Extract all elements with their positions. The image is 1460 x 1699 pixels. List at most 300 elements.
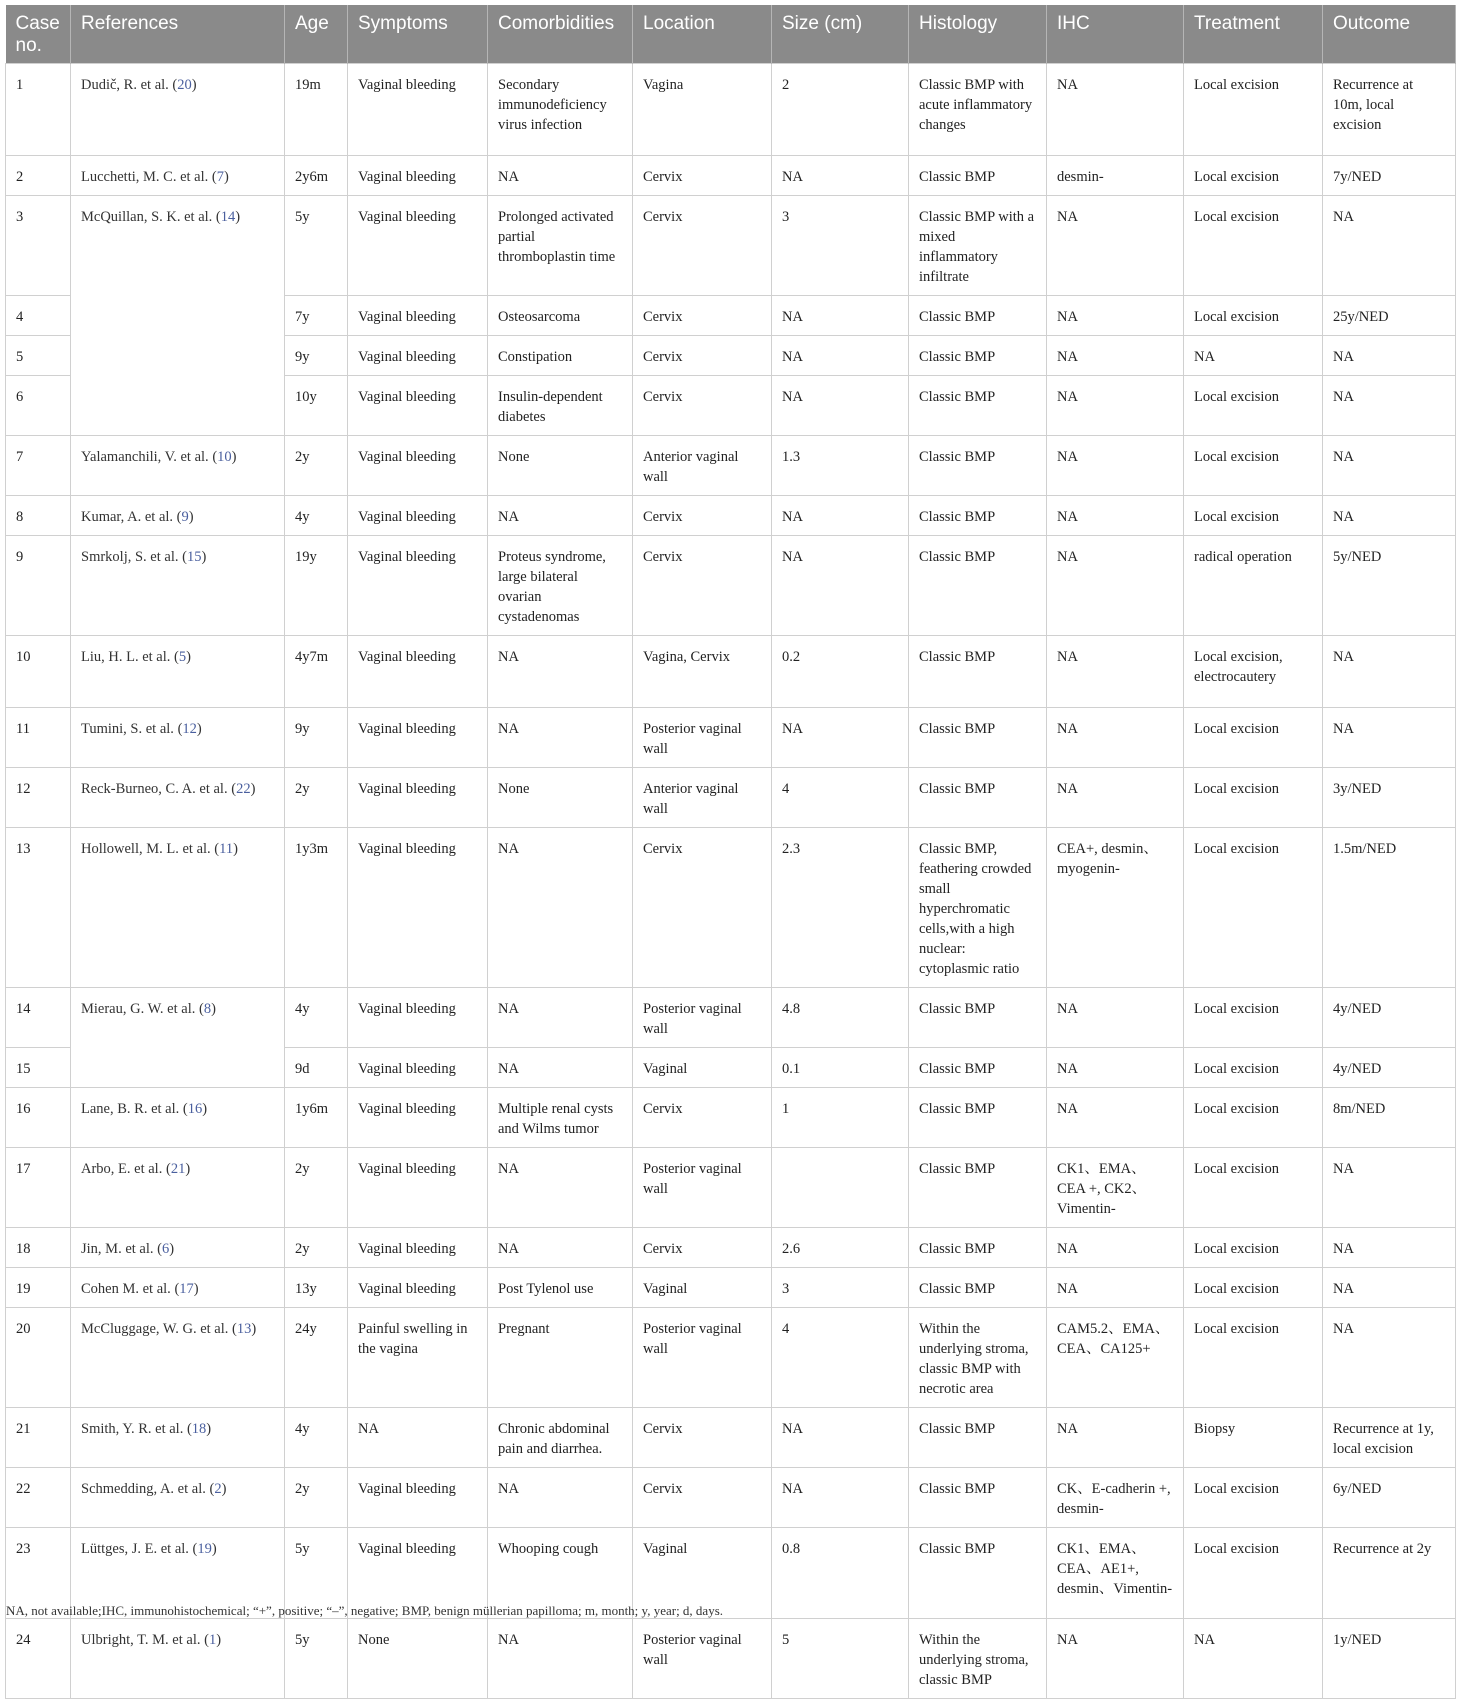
citation-link[interactable]: 12 <box>182 721 197 737</box>
cell-treatment: Local excision <box>1184 436 1323 496</box>
cell-case-no: 6 <box>6 376 71 436</box>
cell-age: 4y <box>285 496 348 536</box>
cell-case-no: 8 <box>6 496 71 536</box>
cell-size: 0.8 <box>772 1528 909 1619</box>
cell-outcome: NA <box>1323 336 1456 376</box>
cell-reference: Lüttges, J. E. et al. (19) <box>71 1528 285 1619</box>
cell-size: 4 <box>772 768 909 828</box>
cell-case-no: 19 <box>6 1268 71 1308</box>
cell-size: NA <box>772 296 909 336</box>
cell-symptoms: Vaginal bleeding <box>348 496 488 536</box>
cell-outcome: 7y/NED <box>1323 156 1456 196</box>
reference-author: Lane, B. R. et al. <box>81 1101 180 1117</box>
reference-author: Jin, M. et al. <box>81 1241 154 1257</box>
table-row <box>6 708 1456 768</box>
citation-link[interactable]: 13 <box>236 1321 252 1337</box>
cell-reference: Reck-Burneo, C. A. et al. (22) <box>71 768 285 828</box>
cell-histology: Classic BMP <box>909 536 1047 636</box>
cell-symptoms: Vaginal bleeding <box>348 196 488 296</box>
cell-ihc: NA <box>1047 708 1184 768</box>
cell-reference: Schmedding, A. et al. (2) <box>71 1468 285 1528</box>
cell-location: Cervix <box>633 296 772 336</box>
reference-author: Tumini, S. et al. <box>81 721 174 737</box>
cell-ihc: NA <box>1047 1408 1184 1468</box>
cell-case-no: 10 <box>6 636 71 708</box>
cell-size: NA <box>772 708 909 768</box>
cell-ihc: NA <box>1047 196 1184 296</box>
cell-case-no: 16 <box>6 1088 71 1148</box>
cell-reference: Jin, M. et al. (6) <box>71 1228 285 1268</box>
cell-ihc: CK1、EMA、CEA、AE1+, desmin、Vimentin- <box>1047 1528 1184 1619</box>
cell-symptoms: Vaginal bleeding <box>348 156 488 196</box>
reference-author: Yalamanchili, V. et al. <box>81 449 209 465</box>
cell-outcome: NA <box>1323 376 1456 436</box>
cell-comorbidities: NA <box>488 1619 633 1699</box>
cell-outcome: NA <box>1323 436 1456 496</box>
cell-treatment: Local excision <box>1184 1308 1323 1408</box>
header-ihc: IHC <box>1047 5 1184 64</box>
citation-link[interactable]: 6 <box>161 1241 170 1257</box>
cell-symptoms: Vaginal bleeding <box>348 296 488 336</box>
reference-author: Lüttges, J. E. et al. <box>81 1541 189 1557</box>
cell-symptoms: Vaginal bleeding <box>348 1468 488 1528</box>
cell-age: 9y <box>285 336 348 376</box>
cell-comorbidities: NA <box>488 708 633 768</box>
cell-size: 0.2 <box>772 636 909 708</box>
cell-ihc: CAM5.2、EMA、CEA、CA125+ <box>1047 1308 1184 1408</box>
cell-symptoms: Vaginal bleeding <box>348 436 488 496</box>
table-row <box>6 1268 1456 1308</box>
cell-treatment: Biopsy <box>1184 1408 1323 1468</box>
cell-size: 2 <box>772 64 909 156</box>
cell-ihc: NA <box>1047 536 1184 636</box>
cell-histology: Classic BMP <box>909 1268 1047 1308</box>
cell-comorbidities: Insulin-dependent diabetes <box>488 376 633 436</box>
table-row <box>6 828 1456 988</box>
cell-treatment: Local excision <box>1184 296 1323 336</box>
cell-age: 10y <box>285 376 348 436</box>
table-row <box>6 1148 1456 1228</box>
cell-size: 5 <box>772 1619 909 1699</box>
cell-treatment: Local excision <box>1184 1528 1323 1619</box>
cell-treatment: Local excision <box>1184 1268 1323 1308</box>
cell-symptoms: Vaginal bleeding <box>348 336 488 376</box>
cell-symptoms: Vaginal bleeding <box>348 536 488 636</box>
cell-case-no: 15 <box>6 1048 71 1088</box>
header-histology: Histology <box>909 5 1047 64</box>
cell-size: 0.1 <box>772 1048 909 1088</box>
cell-ihc: NA <box>1047 1228 1184 1268</box>
cell-location: Cervix <box>633 536 772 636</box>
cell-size: 3 <box>772 196 909 296</box>
cell-symptoms: Vaginal bleeding <box>348 1528 488 1619</box>
cell-comorbidities: NA <box>488 1468 633 1528</box>
citation-link[interactable]: 22 <box>236 781 251 797</box>
cell-reference: Kumar, A. et al. (9) <box>71 496 285 536</box>
table-row <box>6 1228 1456 1268</box>
cell-size: NA <box>772 1408 909 1468</box>
cell-age: 13y <box>285 1268 348 1308</box>
cell-symptoms: None <box>348 1619 488 1699</box>
cell-age: 5y <box>285 196 348 296</box>
cell-location: Posterior vaginal wall <box>633 1148 772 1228</box>
citation-link[interactable]: 16 <box>187 1101 203 1117</box>
cell-outcome: NA <box>1323 1228 1456 1268</box>
reference-author: Hollowell, M. L. et al. <box>81 841 211 857</box>
cell-location: Cervix <box>633 1468 772 1528</box>
citation-link[interactable]: 18 <box>191 1421 207 1437</box>
cell-location: Anterior vaginal wall <box>633 768 772 828</box>
cell-ihc: NA <box>1047 1048 1184 1088</box>
cell-size: 1.3 <box>772 436 909 496</box>
cell-outcome: 5y/NED <box>1323 536 1456 636</box>
cell-symptoms: Vaginal bleeding <box>348 1148 488 1228</box>
cell-age: 2y <box>285 768 348 828</box>
citation-link[interactable]: 8 <box>203 1001 212 1017</box>
citation-link[interactable]: 10 <box>217 449 232 465</box>
cell-outcome: Recurrence at 10m, local excision <box>1323 64 1456 156</box>
cell-comorbidities: None <box>488 768 633 828</box>
cell-comorbidities: Chronic abdominal pain and diarrhea. <box>488 1408 633 1468</box>
cell-histology: Classic BMP <box>909 1088 1047 1148</box>
cell-case-no: 22 <box>6 1468 71 1528</box>
cell-ihc: NA <box>1047 1088 1184 1148</box>
citation-link[interactable]: 15 <box>186 549 202 565</box>
cell-treatment: Local excision <box>1184 156 1323 196</box>
cell-location: Cervix <box>633 828 772 988</box>
cell-histology: Classic BMP, feathering crowded small hyperchromatic cells,with a high nuclear: cytoplasmic ratio <box>909 828 1047 988</box>
cell-age: 9d <box>285 1048 348 1088</box>
citation-link[interactable]: 21 <box>170 1161 186 1177</box>
table-container <box>5 5 1455 1699</box>
cell-reference: Liu, H. L. et al. (5) <box>71 636 285 708</box>
table-row <box>6 988 1456 1048</box>
case-table <box>5 5 1456 1699</box>
table-row <box>6 1088 1456 1148</box>
cell-outcome: 3y/NED <box>1323 768 1456 828</box>
cell-symptoms: NA <box>348 1408 488 1468</box>
citation-link[interactable]: 19 <box>197 1541 212 1557</box>
cell-comorbidities: Proteus syndrome, large bilateral ovarian cystadenomas <box>488 536 633 636</box>
cell-treatment: NA <box>1184 1619 1323 1699</box>
cell-size: 2.3 <box>772 828 909 988</box>
cell-symptoms: Vaginal bleeding <box>348 1228 488 1268</box>
cell-location: Anterior vaginal wall <box>633 436 772 496</box>
table-row <box>6 1619 1456 1699</box>
citation-link[interactable]: 7 <box>216 169 224 185</box>
cell-outcome: NA <box>1323 1148 1456 1228</box>
table-row <box>6 768 1456 828</box>
cell-case-no: 1 <box>6 64 71 156</box>
cell-age: 4y7m <box>285 636 348 708</box>
cell-treatment: Local excision <box>1184 708 1323 768</box>
cell-symptoms: Vaginal bleeding <box>348 64 488 156</box>
cell-treatment: Local excision <box>1184 1048 1323 1088</box>
cell-location: Vaginal <box>633 1528 772 1619</box>
cell-case-no: 9 <box>6 536 71 636</box>
cell-size: NA <box>772 496 909 536</box>
table-row <box>6 196 1456 296</box>
cell-reference: Lane, B. R. et al. (16) <box>71 1088 285 1148</box>
cell-comorbidities: NA <box>488 1148 633 1228</box>
table-row <box>6 1408 1456 1468</box>
cell-case-no: 18 <box>6 1228 71 1268</box>
cell-ihc: CK、E-cadherin +, desmin- <box>1047 1468 1184 1528</box>
cell-symptoms: Painful swelling in the vagina <box>348 1308 488 1408</box>
header-treatment: Treatment <box>1184 5 1323 64</box>
cell-ihc: NA <box>1047 336 1184 376</box>
cell-outcome: NA <box>1323 496 1456 536</box>
cell-case-no: 13 <box>6 828 71 988</box>
cell-histology: Classic BMP <box>909 1468 1047 1528</box>
cell-location: Posterior vaginal wall <box>633 1619 772 1699</box>
cell-size: 3 <box>772 1268 909 1308</box>
cell-histology: Classic BMP <box>909 156 1047 196</box>
reference-author: Kumar, A. et al. <box>81 509 174 525</box>
cell-size: NA <box>772 536 909 636</box>
reference-author: Liu, H. L. et al. <box>81 649 171 665</box>
cell-ihc: NA <box>1047 1619 1184 1699</box>
table-row <box>6 436 1456 496</box>
cell-size: 4 <box>772 1308 909 1408</box>
cell-case-no: 11 <box>6 708 71 768</box>
cell-case-no: 24 <box>6 1619 71 1699</box>
cell-age: 9y <box>285 708 348 768</box>
cell-histology: Classic BMP <box>909 768 1047 828</box>
citation-link[interactable]: 17 <box>179 1281 194 1297</box>
cell-comorbidities: NA <box>488 988 633 1048</box>
cell-case-no: 5 <box>6 336 71 376</box>
cell-histology: Classic BMP <box>909 1148 1047 1228</box>
cell-treatment: Local excision <box>1184 64 1323 156</box>
cell-histology: Classic BMP <box>909 296 1047 336</box>
table-footnote: NA, not available;IHC, immunohistochemical; “+”, positive; “–”, negative; BMP, benign müllerian papilloma; m, month; y, year; d, days. <box>6 1603 724 1618</box>
cell-histology: Classic BMP <box>909 376 1047 436</box>
cell-age: 2y6m <box>285 156 348 196</box>
cell-reference: Lucchetti, M. C. et al. (7) <box>71 156 285 196</box>
cell-treatment: radical operation <box>1184 536 1323 636</box>
cell-treatment: Local excision <box>1184 1088 1323 1148</box>
cell-treatment: Local excision <box>1184 376 1323 436</box>
cell-age: 2y <box>285 436 348 496</box>
cell-histology: Classic BMP <box>909 496 1047 536</box>
cell-case-no: 14 <box>6 988 71 1048</box>
cell-case-no: 3 <box>6 196 71 296</box>
citation-link[interactable]: 11 <box>219 841 234 857</box>
header-location: Location <box>633 5 772 64</box>
cell-size: 1 <box>772 1088 909 1148</box>
cell-reference: Mierau, G. W. et al. (8) <box>71 988 285 1088</box>
cell-comorbidities: Post Tylenol use <box>488 1268 633 1308</box>
cell-comorbidities: NA <box>488 156 633 196</box>
cell-histology: Classic BMP <box>909 1528 1047 1619</box>
cell-ihc: desmin- <box>1047 156 1184 196</box>
cell-size: 4.8 <box>772 988 909 1048</box>
cell-ihc: NA <box>1047 768 1184 828</box>
cell-location: Cervix <box>633 1408 772 1468</box>
cell-histology: Classic BMP <box>909 1048 1047 1088</box>
cell-comorbidities: Secondary immunodeficiency virus infection <box>488 64 633 156</box>
cell-reference: Smith, Y. R. et al. (18) <box>71 1408 285 1468</box>
header-outcome: Outcome <box>1323 5 1456 64</box>
cell-outcome: NA <box>1323 708 1456 768</box>
cell-location: Cervix <box>633 336 772 376</box>
cell-symptoms: Vaginal bleeding <box>348 768 488 828</box>
cell-size: NA <box>772 336 909 376</box>
header-references: References <box>71 5 285 64</box>
cell-ihc: CK1、EMA、CEA +, CK2、Vimentin- <box>1047 1148 1184 1228</box>
cell-outcome: 25y/NED <box>1323 296 1456 336</box>
table-row <box>6 636 1456 708</box>
reference-author: Arbo, E. et al. <box>81 1161 163 1177</box>
cell-age: 1y6m <box>285 1088 348 1148</box>
cell-age: 1y3m <box>285 828 348 988</box>
cell-location: Posterior vaginal wall <box>633 708 772 768</box>
cell-reference: Hollowell, M. L. et al. (11) <box>71 828 285 988</box>
citation-link[interactable]: 5 <box>178 649 187 665</box>
header-case-no: Case no. <box>6 5 71 64</box>
cell-location: Vaginal <box>633 1048 772 1088</box>
citation-link[interactable]: 20 <box>177 77 192 93</box>
cell-size <box>772 1148 909 1228</box>
cell-reference: Cohen M. et al. (17) <box>71 1268 285 1308</box>
cell-ihc: CEA+, desmin、myogenin- <box>1047 828 1184 988</box>
reference-author: McQuillan, S. K. et al. <box>81 209 213 225</box>
cell-histology: Classic BMP with acute inflammatory changes <box>909 64 1047 156</box>
cell-treatment: NA <box>1184 336 1323 376</box>
cell-histology: Classic BMP <box>909 636 1047 708</box>
cell-age: 19y <box>285 536 348 636</box>
cell-histology: Classic BMP <box>909 708 1047 768</box>
cell-histology: Classic BMP with a mixed inflammatory infiltrate <box>909 196 1047 296</box>
table-row <box>6 156 1456 196</box>
cell-comorbidities: Whooping cough <box>488 1528 633 1619</box>
cell-outcome: 1y/NED <box>1323 1619 1456 1699</box>
cell-symptoms: Vaginal bleeding <box>348 376 488 436</box>
cell-outcome: Recurrence at 1y, local excision <box>1323 1408 1456 1468</box>
cell-treatment: Local excision <box>1184 196 1323 296</box>
reference-author: Reck-Burneo, C. A. et al. <box>81 781 228 797</box>
cell-ihc: NA <box>1047 988 1184 1048</box>
cell-comorbidities: Pregnant <box>488 1308 633 1408</box>
cell-case-no: 20 <box>6 1308 71 1408</box>
cell-treatment: Local excision <box>1184 496 1323 536</box>
table-body <box>6 64 1456 1699</box>
cell-outcome: NA <box>1323 1308 1456 1408</box>
reference-author: Ulbright, T. M. et al. <box>81 1632 201 1648</box>
cell-comorbidities: Constipation <box>488 336 633 376</box>
cell-comorbidities: None <box>488 436 633 496</box>
cell-treatment: Local excision <box>1184 828 1323 988</box>
cell-outcome: Recurrence at 2y <box>1323 1528 1456 1619</box>
cell-location: Posterior vaginal wall <box>633 988 772 1048</box>
reference-author: Smrkolj, S. et al. <box>81 549 179 565</box>
cell-treatment: Local excision <box>1184 768 1323 828</box>
cell-symptoms: Vaginal bleeding <box>348 708 488 768</box>
reference-author: Schmedding, A. et al. <box>81 1481 206 1497</box>
cell-histology: Classic BMP <box>909 436 1047 496</box>
cell-location: Cervix <box>633 156 772 196</box>
cell-reference: McQuillan, S. K. et al. (14) <box>71 196 285 436</box>
cell-reference: Tumini, S. et al. (12) <box>71 708 285 768</box>
cell-age: 4y <box>285 988 348 1048</box>
cell-treatment: Local excision, electrocautery <box>1184 636 1323 708</box>
cell-reference: Ulbright, T. M. et al. (1) <box>71 1619 285 1699</box>
reference-author: Smith, Y. R. et al. <box>81 1421 184 1437</box>
cell-location: Cervix <box>633 496 772 536</box>
cell-size: NA <box>772 376 909 436</box>
cell-symptoms: Vaginal bleeding <box>348 1048 488 1088</box>
cell-outcome: 4y/NED <box>1323 1048 1456 1088</box>
table-row <box>6 1308 1456 1408</box>
citation-link[interactable]: 14 <box>220 209 236 225</box>
cell-age: 19m <box>285 64 348 156</box>
cell-size: 2.6 <box>772 1228 909 1268</box>
cell-histology: Classic BMP <box>909 988 1047 1048</box>
cell-treatment: Local excision <box>1184 988 1323 1048</box>
citation-link[interactable]: 1 <box>208 1632 217 1648</box>
cell-age: 2y <box>285 1468 348 1528</box>
cell-histology: Classic BMP <box>909 1228 1047 1268</box>
cell-outcome: 8m/NED <box>1323 1088 1456 1148</box>
table-row <box>6 64 1456 156</box>
cell-comorbidities: Multiple renal cysts and Wilms tumor <box>488 1088 633 1148</box>
citation-link[interactable]: 2 <box>214 1481 222 1497</box>
cell-size: NA <box>772 156 909 196</box>
cell-histology: Within the underlying stroma, classic BMP <box>909 1619 1047 1699</box>
cell-age: 2y <box>285 1148 348 1228</box>
cell-symptoms: Vaginal bleeding <box>348 1088 488 1148</box>
cell-treatment: Local excision <box>1184 1468 1323 1528</box>
cell-outcome: NA <box>1323 1268 1456 1308</box>
citation-link[interactable]: 9 <box>181 509 189 525</box>
reference-author: Cohen M. et al. <box>81 1281 171 1297</box>
cell-case-no: 7 <box>6 436 71 496</box>
cell-location: Vagina <box>633 64 772 156</box>
cell-age: 7y <box>285 296 348 336</box>
cell-outcome: 4y/NED <box>1323 988 1456 1048</box>
cell-treatment: Local excision <box>1184 1228 1323 1268</box>
cell-ihc: NA <box>1047 496 1184 536</box>
cell-location: Vagina, Cervix <box>633 636 772 708</box>
cell-comorbidities: NA <box>488 1228 633 1268</box>
cell-location: Cervix <box>633 376 772 436</box>
cell-age: 2y <box>285 1228 348 1268</box>
cell-ihc: NA <box>1047 1268 1184 1308</box>
cell-symptoms: Vaginal bleeding <box>348 828 488 988</box>
cell-location: Vaginal <box>633 1268 772 1308</box>
cell-ihc: NA <box>1047 296 1184 336</box>
cell-ihc: NA <box>1047 376 1184 436</box>
cell-case-no: 21 <box>6 1408 71 1468</box>
cell-case-no: 2 <box>6 156 71 196</box>
cell-symptoms: Vaginal bleeding <box>348 636 488 708</box>
cell-age: 24y <box>285 1308 348 1408</box>
cell-age: 4y <box>285 1408 348 1468</box>
cell-histology: Classic BMP <box>909 336 1047 376</box>
cell-comorbidities: NA <box>488 496 633 536</box>
cell-reference: McCluggage, W. G. et al. (13) <box>71 1308 285 1408</box>
cell-reference: Smrkolj, S. et al. (15) <box>71 536 285 636</box>
reference-author: Lucchetti, M. C. et al. <box>81 169 209 185</box>
cell-histology: Classic BMP <box>909 1408 1047 1468</box>
cell-comorbidities: NA <box>488 828 633 988</box>
cell-location: Cervix <box>633 1228 772 1268</box>
cell-age: 5y <box>285 1619 348 1699</box>
header-age: Age <box>285 5 348 64</box>
reference-author: Dudič, R. et al. <box>81 77 169 93</box>
cell-age: 5y <box>285 1528 348 1619</box>
